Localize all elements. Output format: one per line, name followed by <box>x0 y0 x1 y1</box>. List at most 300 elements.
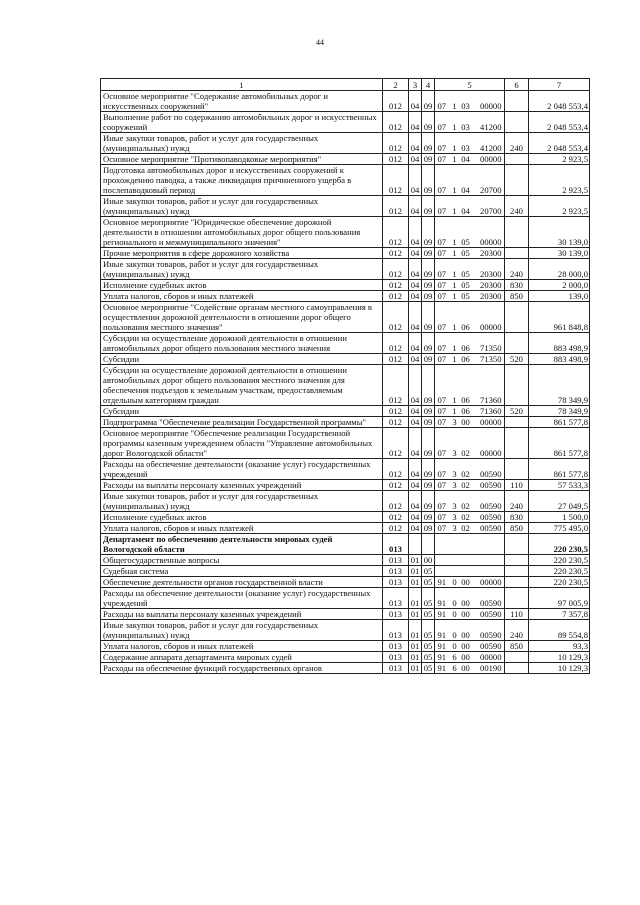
amount: 883 498,9 <box>529 354 590 365</box>
target-article-code <box>435 663 505 674</box>
subsection-code: 05 <box>422 588 435 609</box>
target-article-part: 00 <box>461 417 470 427</box>
expense-type-code <box>505 428 529 459</box>
target-article-part: 3 <box>452 469 457 479</box>
budget-table <box>100 78 590 674</box>
item-name: Расходы на обеспечение деятельности (оказание услуг) государственных учреждений <box>101 588 383 609</box>
target-article-part: 00190 <box>480 663 502 673</box>
amount: 861 577,8 <box>529 459 590 480</box>
expense-type-code <box>505 365 529 406</box>
amount: 139,0 <box>529 291 590 302</box>
header-cell: 1 <box>101 79 383 91</box>
table-row <box>101 577 590 588</box>
target-article-part: 07 <box>437 354 447 364</box>
item-name: Общегосударственные вопросы <box>101 555 383 566</box>
item-name: Исполнение судебных актов <box>101 280 383 291</box>
target-article-part: 02 <box>461 480 470 490</box>
amount: 10 129,3 <box>529 652 590 663</box>
table-header-row <box>101 79 590 91</box>
target-article-part: 1 <box>452 406 457 416</box>
item-name: Расходы на обеспечение функций государственных органов <box>101 663 383 674</box>
target-article-code <box>435 652 505 663</box>
item-name: Основное мероприятие "Противопаводковые мероприятия" <box>101 154 383 165</box>
expense-type-code <box>505 588 529 609</box>
item-name: Содержание аппарата департамента мировых судей <box>101 652 383 663</box>
target-article-part: 00590 <box>480 501 502 511</box>
item-name: Подготовка автомобильных дорог и искусственных сооружений к прохождению паводка, а также ликвидация причиненного ущерба в послепаводковый период <box>101 165 383 196</box>
section-code: 04 <box>409 354 422 365</box>
target-article-part: 07 <box>437 343 447 353</box>
section-code: 04 <box>409 333 422 354</box>
target-article-part: 00 <box>461 598 470 608</box>
target-article-code <box>435 91 505 112</box>
amount: 2 048 553,4 <box>529 91 590 112</box>
subsection-code: 09 <box>422 523 435 534</box>
target-article-part: 41200 <box>480 122 502 132</box>
target-article-part: 00590 <box>480 641 502 651</box>
target-article-part: 00000 <box>480 577 502 587</box>
target-article-code <box>435 609 505 620</box>
table-row <box>101 333 590 354</box>
amount: 2 048 553,4 <box>529 133 590 154</box>
item-name: Субсидии на осуществление дорожной деятельности в отношении автомобильных дорог общего пользования местного значения <box>101 333 383 354</box>
amount: 775 495,0 <box>529 523 590 534</box>
target-article-part: 91 <box>437 663 447 673</box>
section-code: 01 <box>409 588 422 609</box>
subsection-code: 05 <box>422 566 435 577</box>
item-name: Основное мероприятие "Содержание автомобильных дорог и искусственных сооружений" <box>101 91 383 112</box>
target-article-part: 06 <box>461 354 470 364</box>
item-name: Основное мероприятие "Обеспечение реализации Государственной программы казенным учреждением области "Управление автомобильных дорог Вологодской области" <box>101 428 383 459</box>
expense-type-code: 110 <box>505 609 529 620</box>
section-code: 04 <box>409 248 422 259</box>
expense-type-code: 240 <box>505 259 529 280</box>
expense-type-code: 240 <box>505 491 529 512</box>
subsection-code: 09 <box>422 491 435 512</box>
amount: 10 129,3 <box>529 663 590 674</box>
target-article-part: 07 <box>437 143 447 153</box>
header-cell: 3 <box>409 79 422 91</box>
target-article-part: 91 <box>437 652 447 662</box>
section-code: 01 <box>409 652 422 663</box>
target-article-part: 00 <box>461 641 470 651</box>
item-name: Обеспечение деятельности органов государственной власти <box>101 577 383 588</box>
target-article-part: 07 <box>437 469 447 479</box>
header-cell: 4 <box>422 79 435 91</box>
table-row <box>101 112 590 133</box>
section-code: 04 <box>409 406 422 417</box>
table-row <box>101 523 590 534</box>
table-row <box>101 302 590 333</box>
target-article-code <box>435 588 505 609</box>
target-article-part: 07 <box>437 291 447 301</box>
table-row <box>101 217 590 248</box>
target-article-code <box>435 555 505 566</box>
item-name: Уплата налогов, сборов и иных платежей <box>101 523 383 534</box>
section-code: 04 <box>409 91 422 112</box>
target-article-part: 02 <box>461 512 470 522</box>
target-article-part: 07 <box>437 501 447 511</box>
item-name: Расходы на выплаты персоналу казенных учреждений <box>101 480 383 491</box>
amount: 961 848,8 <box>529 302 590 333</box>
item-name: Иные закупки товаров, работ и услуг для государственных (муниципальных) нужд <box>101 491 383 512</box>
amount: 220 230,5 <box>529 577 590 588</box>
ministry-code: 012 <box>383 248 409 259</box>
item-name: Выполнение работ по содержанию автомобильных дорог и искусственных сооружений <box>101 112 383 133</box>
target-article-code <box>435 112 505 133</box>
section-code: 04 <box>409 259 422 280</box>
target-article-part: 07 <box>437 185 447 195</box>
table-row <box>101 406 590 417</box>
ministry-code: 012 <box>383 354 409 365</box>
ministry-code: 012 <box>383 217 409 248</box>
section-code: 04 <box>409 291 422 302</box>
table-row <box>101 663 590 674</box>
ministry-code: 012 <box>383 259 409 280</box>
section-code: 01 <box>409 609 422 620</box>
target-article-code <box>435 280 505 291</box>
target-article-part: 91 <box>437 577 447 587</box>
table-row <box>101 534 590 555</box>
section-code: 04 <box>409 280 422 291</box>
target-article-part: 07 <box>437 154 447 164</box>
subsection-code: 09 <box>422 259 435 280</box>
target-article-part: 03 <box>461 143 470 153</box>
target-article-code <box>435 302 505 333</box>
target-article-part: 0 <box>452 609 457 619</box>
target-article-code <box>435 491 505 512</box>
ministry-code: 012 <box>383 154 409 165</box>
amount: 883 498,9 <box>529 333 590 354</box>
expense-type-code: 830 <box>505 280 529 291</box>
target-article-part: 3 <box>452 512 457 522</box>
item-name: Исполнение судебных актов <box>101 512 383 523</box>
section-code: 01 <box>409 663 422 674</box>
ministry-code: 013 <box>383 534 409 555</box>
target-article-part: 07 <box>437 248 447 258</box>
expense-type-code <box>505 112 529 133</box>
target-article-code <box>435 512 505 523</box>
header-cell: 6 <box>505 79 529 91</box>
target-article-part: 91 <box>437 630 447 640</box>
ministry-code: 012 <box>383 165 409 196</box>
section-code: 04 <box>409 417 422 428</box>
target-article-part: 1 <box>452 154 457 164</box>
subsection-code: 05 <box>422 609 435 620</box>
ministry-code: 013 <box>383 588 409 609</box>
expense-type-code <box>505 165 529 196</box>
item-name: Иные закупки товаров, работ и услуг для государственных (муниципальных) нужд <box>101 620 383 641</box>
target-article-part: 91 <box>437 609 447 619</box>
expense-type-code <box>505 652 529 663</box>
subsection-code: 09 <box>422 354 435 365</box>
subsection-code: 09 <box>422 217 435 248</box>
target-article-part: 00590 <box>480 598 502 608</box>
ministry-code: 012 <box>383 491 409 512</box>
target-article-part: 05 <box>461 269 470 279</box>
section-code: 04 <box>409 480 422 491</box>
table-row <box>101 620 590 641</box>
expense-type-code <box>505 566 529 577</box>
item-name: Расходы на обеспечение деятельности (оказание услуг) государственных учреждений <box>101 459 383 480</box>
expense-type-code <box>505 91 529 112</box>
ministry-code: 013 <box>383 620 409 641</box>
target-article-part: 1 <box>452 343 457 353</box>
target-article-part: 02 <box>461 469 470 479</box>
target-article-part: 07 <box>437 406 447 416</box>
target-article-code <box>435 154 505 165</box>
target-article-part: 06 <box>461 322 470 332</box>
target-article-part: 1 <box>452 395 457 405</box>
target-article-part: 3 <box>452 480 457 490</box>
table-row <box>101 259 590 280</box>
subsection-code: 09 <box>422 112 435 133</box>
target-article-part: 20300 <box>480 248 502 258</box>
table-row <box>101 480 590 491</box>
target-article-part: 20300 <box>480 280 502 290</box>
target-article-part: 00590 <box>480 609 502 619</box>
target-article-part: 00000 <box>480 448 502 458</box>
table-row <box>101 609 590 620</box>
ministry-code: 012 <box>383 523 409 534</box>
item-name: Субсидии <box>101 406 383 417</box>
target-article-code <box>435 365 505 406</box>
header-cell: 7 <box>529 79 590 91</box>
amount: 861 577,8 <box>529 417 590 428</box>
ministry-code: 013 <box>383 663 409 674</box>
expense-type-code: 240 <box>505 196 529 217</box>
amount: 7 357,8 <box>529 609 590 620</box>
target-article-part: 07 <box>437 237 447 247</box>
target-article-code <box>435 354 505 365</box>
table-row <box>101 512 590 523</box>
amount: 78 349,9 <box>529 365 590 406</box>
subsection-code: 05 <box>422 577 435 588</box>
table-row <box>101 365 590 406</box>
expense-type-code: 850 <box>505 291 529 302</box>
amount: 861 577,8 <box>529 428 590 459</box>
amount: 1 500,0 <box>529 512 590 523</box>
target-article-part: 07 <box>437 322 447 332</box>
table-row <box>101 641 590 652</box>
target-article-part: 00 <box>461 630 470 640</box>
table-row <box>101 588 590 609</box>
section-code: 04 <box>409 302 422 333</box>
item-name: Иные закупки товаров, работ и услуг для государственных (муниципальных) нужд <box>101 133 383 154</box>
subsection-code: 09 <box>422 480 435 491</box>
amount: 2 923,5 <box>529 196 590 217</box>
target-article-part: 05 <box>461 280 470 290</box>
target-article-code <box>435 196 505 217</box>
target-article-part: 1 <box>452 122 457 132</box>
ministry-code: 012 <box>383 480 409 491</box>
expense-type-code <box>505 333 529 354</box>
table-row <box>101 154 590 165</box>
target-article-part: 71350 <box>480 343 502 353</box>
target-article-part: 0 <box>452 641 457 651</box>
expense-type-code <box>505 577 529 588</box>
target-article-part: 06 <box>461 406 470 416</box>
table-row <box>101 417 590 428</box>
target-article-part: 0 <box>452 630 457 640</box>
page-number: 44 <box>316 38 324 47</box>
ministry-code: 013 <box>383 566 409 577</box>
ministry-code: 012 <box>383 333 409 354</box>
amount: 93,3 <box>529 641 590 652</box>
target-article-part: 71360 <box>480 406 502 416</box>
subsection-code: 09 <box>422 302 435 333</box>
expense-type-code <box>505 248 529 259</box>
target-article-part: 1 <box>452 354 457 364</box>
target-article-part: 04 <box>461 206 470 216</box>
target-article-part: 00 <box>461 652 470 662</box>
subsection-code: 09 <box>422 196 435 217</box>
ministry-code: 012 <box>383 428 409 459</box>
item-name: Иные закупки товаров, работ и услуг для государственных (муниципальных) нужд <box>101 196 383 217</box>
subsection-code: 09 <box>422 280 435 291</box>
target-article-part: 00590 <box>480 469 502 479</box>
ministry-code: 012 <box>383 302 409 333</box>
target-article-code <box>435 459 505 480</box>
subsection-code: 09 <box>422 248 435 259</box>
table-row <box>101 354 590 365</box>
target-article-code <box>435 165 505 196</box>
target-article-part: 07 <box>437 523 447 533</box>
target-article-code <box>435 259 505 280</box>
subsection-code: 05 <box>422 620 435 641</box>
table-row <box>101 459 590 480</box>
amount: 89 554,8 <box>529 620 590 641</box>
subsection-code <box>422 534 435 555</box>
ministry-code: 013 <box>383 609 409 620</box>
target-article-part: 02 <box>461 448 470 458</box>
ministry-code: 012 <box>383 406 409 417</box>
amount: 30 139,0 <box>529 248 590 259</box>
subsection-code: 09 <box>422 333 435 354</box>
target-article-part: 07 <box>437 480 447 490</box>
section-code: 04 <box>409 154 422 165</box>
item-name: Субсидии <box>101 354 383 365</box>
target-article-part: 6 <box>452 663 457 673</box>
expense-type-code: 850 <box>505 523 529 534</box>
subsection-code: 09 <box>422 365 435 406</box>
amount: 28 000,0 <box>529 259 590 280</box>
target-article-part: 00590 <box>480 512 502 522</box>
target-article-code <box>435 333 505 354</box>
target-article-part: 1 <box>452 101 457 111</box>
ministry-code: 012 <box>383 196 409 217</box>
expense-type-code: 110 <box>505 480 529 491</box>
expense-type-code: 520 <box>505 406 529 417</box>
subsection-code: 09 <box>422 154 435 165</box>
subsection-code: 09 <box>422 417 435 428</box>
expense-type-code <box>505 417 529 428</box>
item-name: Подпрограмма "Обеспечение реализации Государственной программы" <box>101 417 383 428</box>
target-article-part: 71360 <box>480 395 502 405</box>
subsection-code: 09 <box>422 133 435 154</box>
item-name: Основное мероприятие "Юридическое обеспечение дорожной деятельности в отношении автомобильных дорог общего пользования регионального и межмуниципального значения" <box>101 217 383 248</box>
item-name: Основное мероприятие "Содействие органам местного самоуправления в осуществлении дорожной деятельности в отношении дорог общего пользования местного значения" <box>101 302 383 333</box>
section-code: 04 <box>409 133 422 154</box>
expense-type-code <box>505 154 529 165</box>
table-row <box>101 291 590 302</box>
item-name: Судебная система <box>101 566 383 577</box>
subsection-code: 09 <box>422 459 435 480</box>
section-code: 01 <box>409 577 422 588</box>
target-article-part: 1 <box>452 143 457 153</box>
amount: 27 049,5 <box>529 491 590 512</box>
target-article-code <box>435 566 505 577</box>
target-article-part: 20300 <box>480 269 502 279</box>
amount: 2 923,5 <box>529 154 590 165</box>
target-article-part: 20300 <box>480 291 502 301</box>
target-article-part: 05 <box>461 237 470 247</box>
ministry-code: 012 <box>383 459 409 480</box>
ministry-code: 013 <box>383 641 409 652</box>
target-article-part: 00000 <box>480 154 502 164</box>
table-row <box>101 555 590 566</box>
target-article-part: 3 <box>452 448 457 458</box>
item-name: Расходы на выплаты персоналу казенных учреждений <box>101 609 383 620</box>
section-code <box>409 534 422 555</box>
ministry-code: 012 <box>383 512 409 523</box>
target-article-part: 04 <box>461 185 470 195</box>
amount: 78 349,9 <box>529 406 590 417</box>
target-article-part: 07 <box>437 269 447 279</box>
target-article-code <box>435 620 505 641</box>
ministry-code: 012 <box>383 417 409 428</box>
table-row <box>101 428 590 459</box>
item-name: Уплата налогов, сборов и иных платежей <box>101 641 383 652</box>
target-article-part: 0 <box>452 577 457 587</box>
amount: 220 230,5 <box>529 566 590 577</box>
section-code: 04 <box>409 512 422 523</box>
amount: 2 000,0 <box>529 280 590 291</box>
target-article-part: 02 <box>461 523 470 533</box>
target-article-part: 03 <box>461 122 470 132</box>
target-article-part: 03 <box>461 101 470 111</box>
target-article-part: 91 <box>437 641 447 651</box>
table-row <box>101 566 590 577</box>
subsection-code: 09 <box>422 512 435 523</box>
amount: 2 048 553,4 <box>529 112 590 133</box>
target-article-code <box>435 523 505 534</box>
target-article-part: 3 <box>452 501 457 511</box>
section-code: 04 <box>409 428 422 459</box>
target-article-part: 1 <box>452 291 457 301</box>
header-cell: 5 <box>435 79 505 91</box>
target-article-part: 00590 <box>480 630 502 640</box>
section-code: 04 <box>409 217 422 248</box>
target-article-code <box>435 417 505 428</box>
target-article-part: 00000 <box>480 652 502 662</box>
table-row <box>101 652 590 663</box>
section-code: 04 <box>409 165 422 196</box>
table-row <box>101 248 590 259</box>
target-article-part: 00590 <box>480 523 502 533</box>
table-row <box>101 133 590 154</box>
target-article-part: 05 <box>461 291 470 301</box>
subsection-code: 09 <box>422 428 435 459</box>
expense-type-code: 520 <box>505 354 529 365</box>
target-article-part: 04 <box>461 154 470 164</box>
target-article-part: 0 <box>452 598 457 608</box>
target-article-part: 20700 <box>480 206 502 216</box>
expense-type-code <box>505 217 529 248</box>
target-article-code <box>435 406 505 417</box>
target-article-part: 41200 <box>480 143 502 153</box>
target-article-part: 02 <box>461 501 470 511</box>
